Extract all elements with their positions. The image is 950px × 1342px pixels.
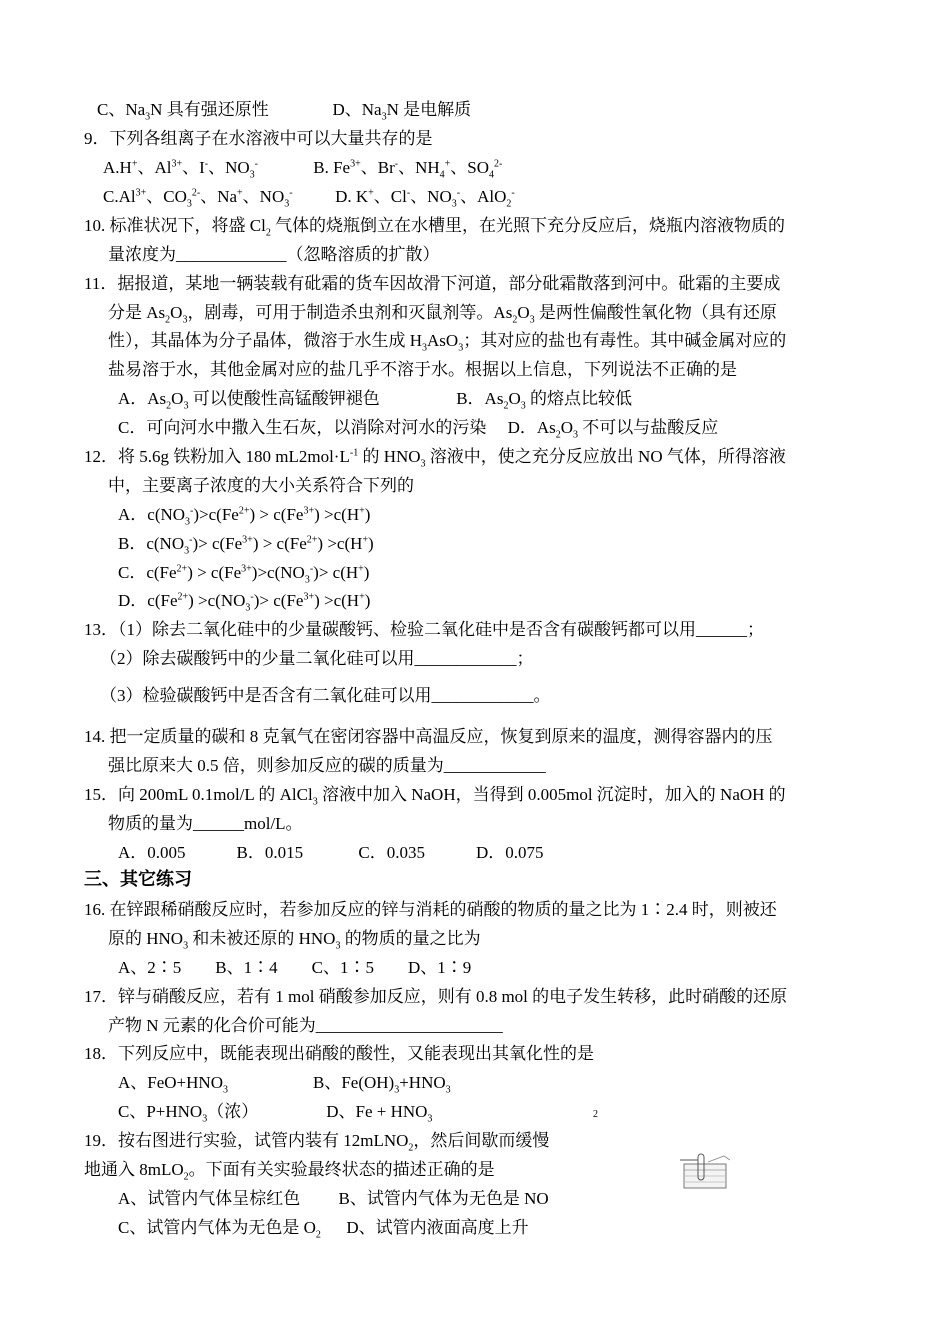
question-16: 16. 在锌跟稀硝酸反应时，若参加反应的锌与消耗的硝酸的物质的量之比为 1∶2.4 时，则被还 <box>84 900 777 919</box>
question-13-part2: （2）除去碳酸钙中的少量二氧化硅可以用____________； <box>100 649 534 668</box>
question-11-cont: 分是 $As_2O_3$，剧毒，可用于制造杀虫剂和灭鼠剂等。$As_2O_3$ 是两性偏酸性氧化物（具有还原 <box>108 303 777 326</box>
option-line: A、试管内气体呈棕红色 B、试管内气体为无色是 NO <box>118 1189 549 1208</box>
question-15: 15．向 200mL 0.1mol/L 的 AlCl$_3$ 溶液中加入 NaOH，当得到 0.005mol 沉淀时，加入的 NaOH 的 <box>84 785 786 808</box>
question-09: 9．下列各组离子在水溶液中可以大量共存的是 <box>84 129 433 148</box>
question-14-cont: 强比原来大 0.5 倍，则参加反应的碳的质量为____________ <box>108 756 546 775</box>
question-12-cont: 中，主要离子浓度的大小关系符合下列的 <box>108 476 414 495</box>
option-line: C．$c(Fe^{2+}) > c(Fe^{3+})>c(NO_3^-)> c(H^+)$ <box>118 563 370 586</box>
question-13-part3: （3）检验碳酸钙中是否含有二氧化硅可以用____________。 <box>100 686 551 705</box>
option-line: C、试管内气体为无色是 $O_2$ D、试管内液面高度上升 <box>118 1218 529 1241</box>
option-line: D．$c(Fe^{2+}) >c(NO_3^-)> c(Fe^{3+}) >c(H^+)$ <box>118 591 371 614</box>
page-mark: 2 <box>593 1109 598 1120</box>
question-17-cont: 产物 N 元素的化合价可能为______________________ <box>108 1016 503 1035</box>
question-11: 11．据报道，某地一辆装载有砒霜的货车因故滑下河道，部分砒霜散落到河中。砒霜的主要成 <box>84 274 781 293</box>
line-01: C、$Na_3N$ 具有强还原性 D、$Na_3N$ 是电解质 <box>97 100 472 123</box>
question-18: 18．下列反应中，既能表现出硝酸的酸性，又能表现出其氧化性的是 <box>84 1044 594 1063</box>
section-heading: 三、其它练习 <box>84 869 192 890</box>
option-line: C．可向河水中撒入生石灰，以消除对河水的污染 D．$As_2O_3$ 不可以与盐酸反应 <box>118 418 719 441</box>
option-line: A．0.005 B．0.015 C．0.035 D．0.075 <box>118 843 544 862</box>
question-10-cont: 量浓度为_____________（忽略溶质的扩散） <box>108 245 440 264</box>
question-16-cont: 原的 $HNO_3$ 和未被还原的 $HNO_3$ 的物质的量之比为 <box>108 929 481 952</box>
question-15-cont: 物质的量为______mol/L。 <box>108 814 303 833</box>
question-19-cont: 地通入 8mLO$_2$。下面有关实验最终状态的描述正确的是 <box>84 1160 495 1183</box>
option-line: C、$P+HNO_3$（浓） D、$Fe + HNO_3$ <box>118 1102 433 1125</box>
option-line: $C.Al^{3+}$、$CO_3^{2-}$、Na+、$NO_3^-$ D. K+、Cl-、$NO_3^-$、AlO$_2$- <box>103 187 515 210</box>
question-12: 12．将 5.6g 铁粉加入 180 $mL2mol\cdot L^{-1}$ 的 $HNO_3$ 溶液中，使之充分反应放出 NO 气体，所得溶液 <box>84 447 786 470</box>
question-10: 10. 标准状况下，将盛 $Cl_2$ 气体的烧瓶倒立在水槽里，在光照下充分反应后，烧瓶内溶液物质的 <box>84 216 786 239</box>
question-17: 17．锌与硝酸反应，若有 1 mol 硝酸参加反应，则有 0.8 mol 的电子发生转移，此时硝酸的还原 <box>84 987 788 1006</box>
option-line: A．$c(NO_3^-)>c(Fe^{2+}) > c(Fe^{3+}) >c(H^+)$ <box>118 505 371 528</box>
question-19: 19．按右图进行实验，试管内装有 12mLNO$_2$，然后间歇而缓慢 <box>84 1131 550 1154</box>
question-13: 13．（1）除去二氧化硅中的少量碳酸钙、检验二氧化硅中是否含有碳酸钙都可以用______； <box>84 620 764 639</box>
question-14: 14. 把一定质量的碳和 8 克氧气在密闭容器中高温反应，恢复到原来的温度，测得容器内的压 <box>84 727 773 746</box>
apparatus-figure <box>678 1150 734 1192</box>
option-line: A.H+、$Al^{3+}$、I-、$NO_3^-$ B. $Fe^{3+}$、Br-、$NH_4^+$、$SO_4^{2-}$ <box>103 158 503 181</box>
option-line: B．$c(NO_3^-)> c(Fe^{3+}) > c(Fe^{2+}) >c(H^+)$ <box>118 534 374 557</box>
question-11-cont: 盐易溶于水，其他金属对应的盐几乎不溶于水。根据以上信息，下列说法不正确的是 <box>108 360 737 379</box>
option-line: A．$As_2O_3$ 可以使酸性高锰酸钾褪色 B．$As_2O_3$ 的熔点比较低 <box>118 389 632 412</box>
option-line: A、2∶5 B、1∶4 C、1∶5 D、1∶9 <box>118 958 472 977</box>
option-line: A、$FeO+HNO_3$ B、$Fe(OH)_3+HNO_3$ <box>118 1073 451 1096</box>
question-11-cont: 性），其晶体为分子晶体，微溶于水生成 $H_3AsO_3$；其对应的盐也有毒性。其中碱金属对应的 <box>108 331 787 354</box>
